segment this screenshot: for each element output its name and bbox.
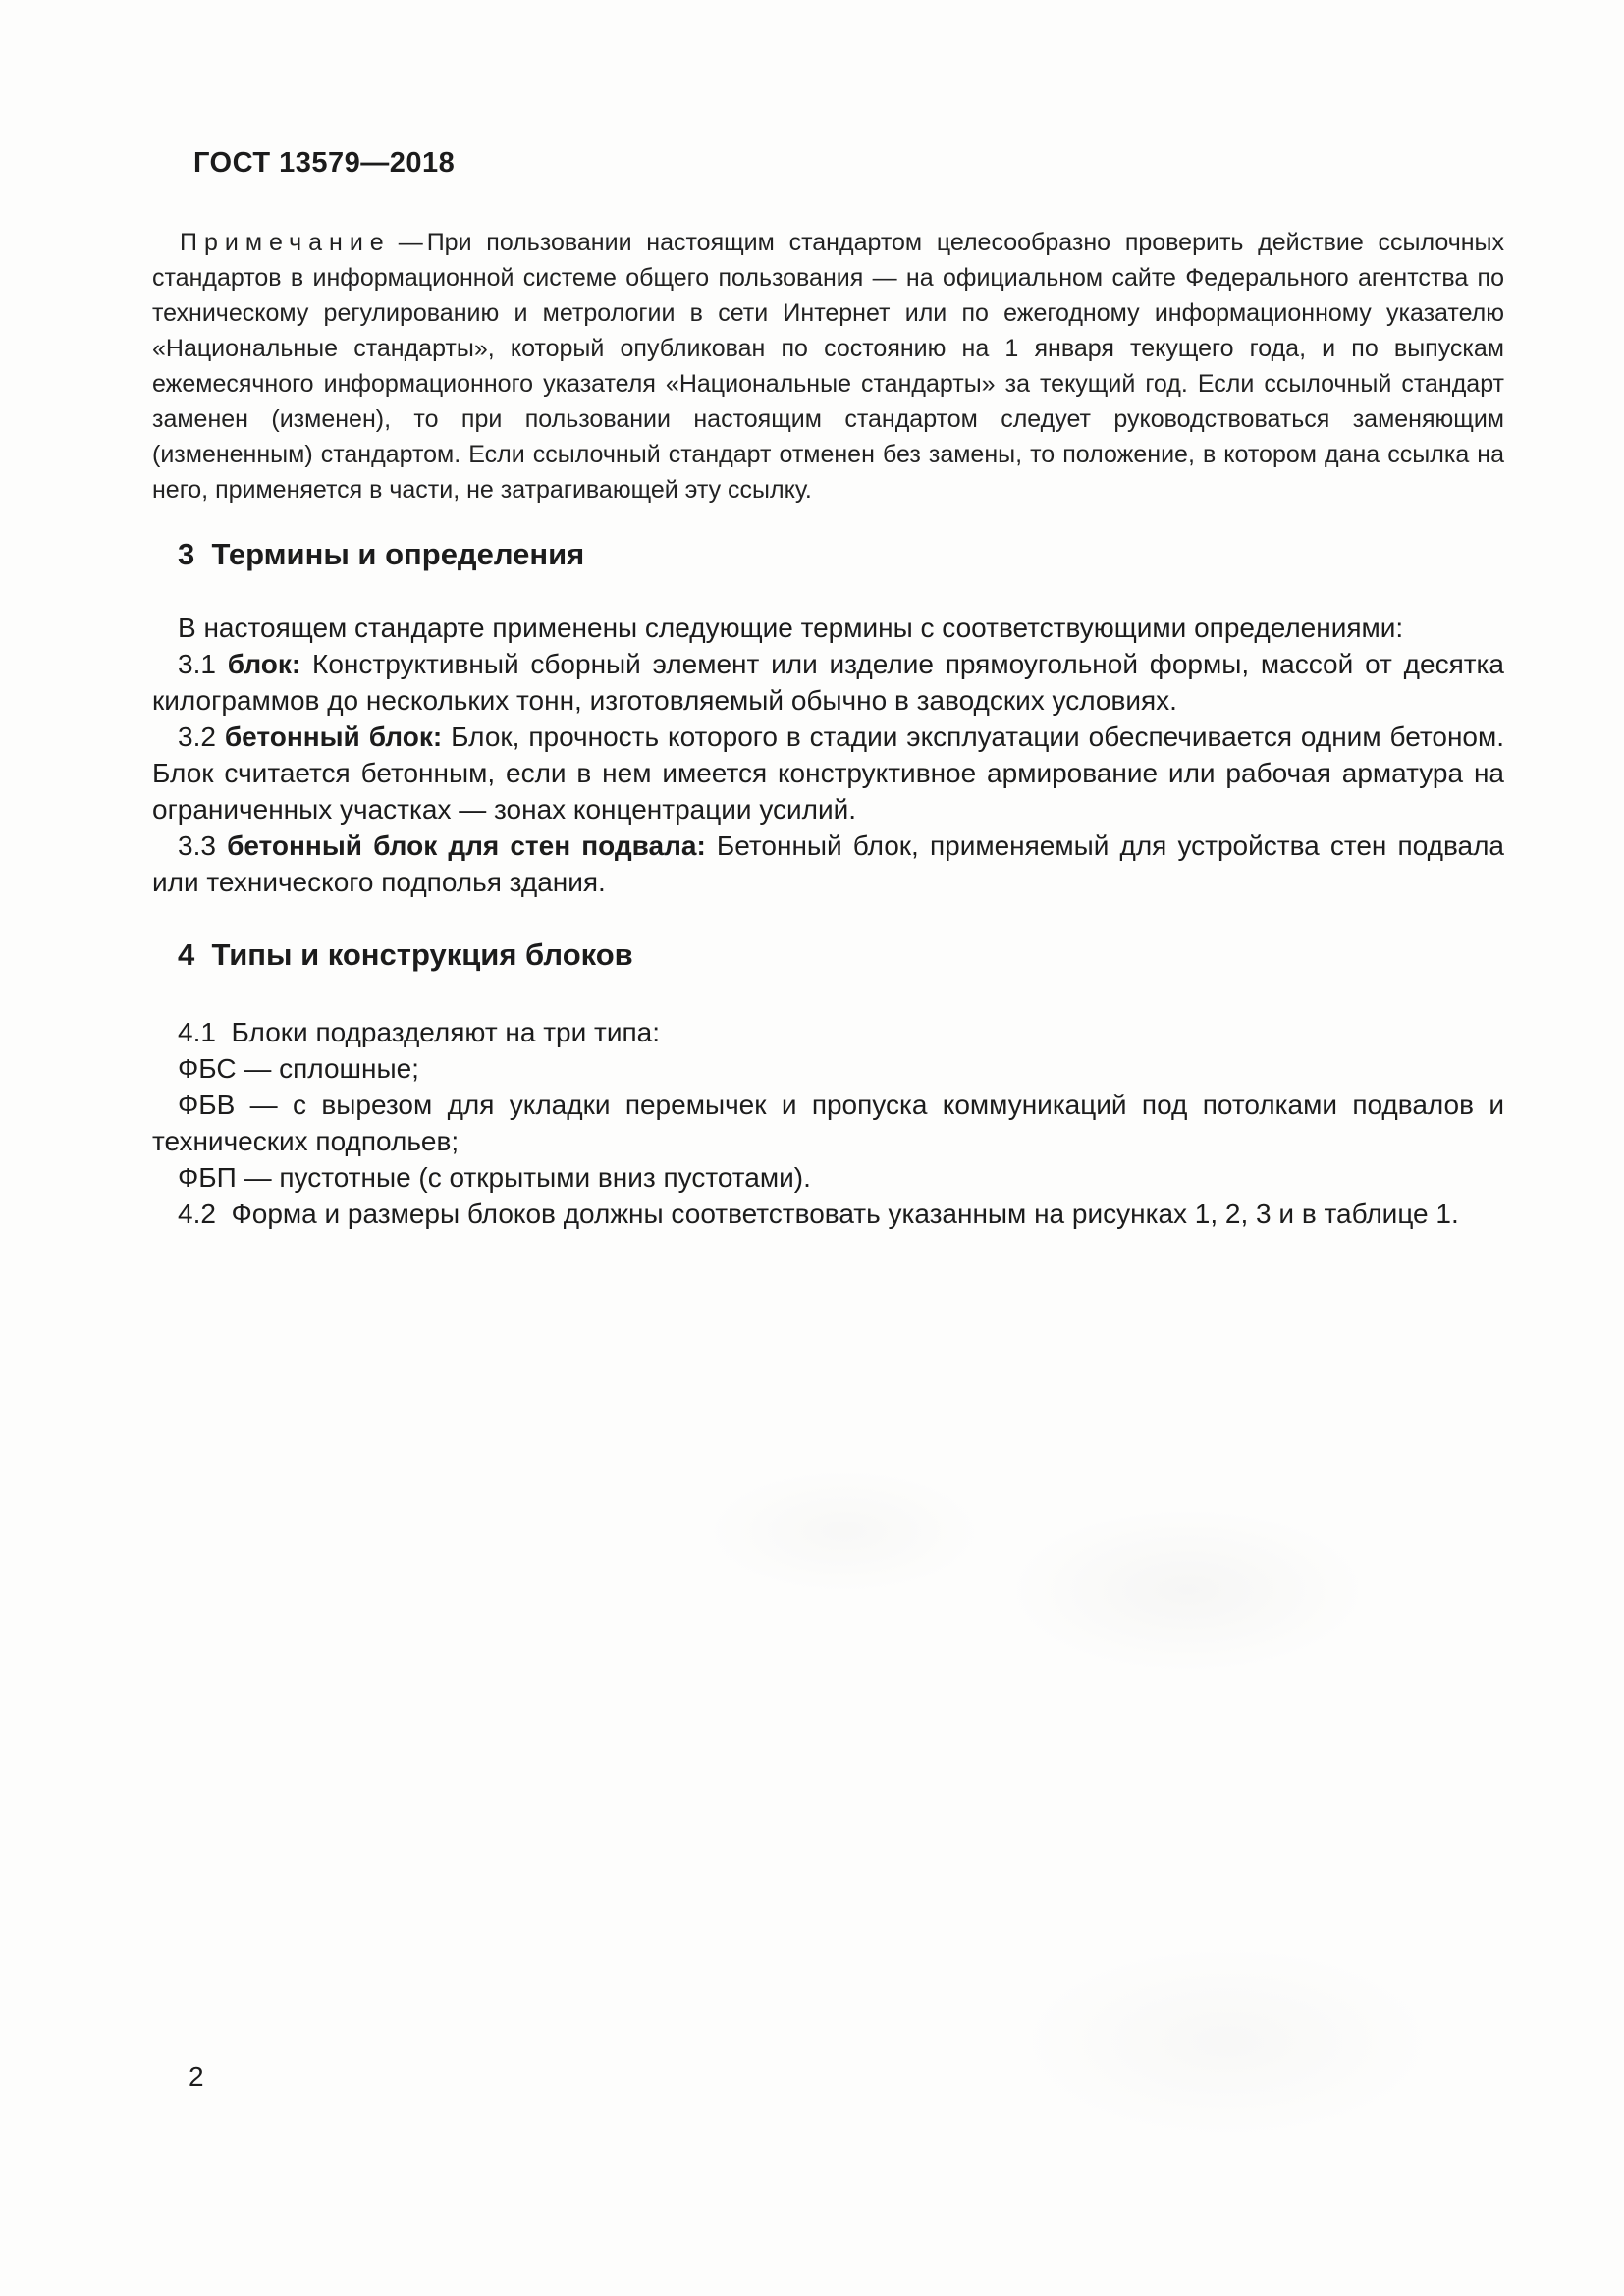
note-label: Примечание <box>180 229 391 256</box>
clause-4-1: 4.1 Блоки подразделяют на три типа: <box>178 1017 661 1047</box>
section-3-heading: 3 Термины и определения <box>178 537 585 571</box>
note-dash: — <box>398 229 423 256</box>
note-text: При пользовании настоящим стандартом целесообразно проверить действие ссылочных стандартов в информационной системе общего пользования — на официальном сайте Федерального агентства по техническому регулированию и метрологии в сети Интернет или по ежегодному информационному указателю «Национальные стандарты», который опубликован по состоянию на 1 января текущего года, и по выпускам ежемесячного информационного указателя «Национальные стандарты» за текущий год. Если ссылочный стандарт заменен (изменен), то при пользовании настоящим стандартом следует руководствоваться заменяющим (измененным) стандартом. Если ссылочный стандарт отменен без замены, то положение, в котором дана ссылка на него, применяется в части, не затрагивающей эту ссылку. <box>152 229 1504 504</box>
block-type-fbv: ФБВ — с вырезом для укладки перемычек и пропуска коммуникаций под потолками подвалов и технических подпольев; <box>152 1090 1512 1156</box>
block-type-fbp: ФБП — пустотные (с открытыми вниз пустотами). <box>178 1162 811 1193</box>
term-name: блок: <box>227 649 301 679</box>
page-number: 2 <box>189 2061 204 2092</box>
term-name: бетонный блок для стен подвала: <box>227 830 706 861</box>
running-header: ГОСТ 13579—2018 <box>193 147 456 179</box>
note-paragraph <box>152 225 1504 507</box>
term-number: 3.3 <box>178 830 216 861</box>
term-definition-text: Конструктивный сборный элемент или изделие прямоугольной формы, массой от десятка килограммов до нескольких тонн, изготовляемый обычно в заводских условиях. <box>152 649 1504 716</box>
section-3-intro: В настоящем стандарте применены следующие термины с соответствующими определениями: <box>178 613 1404 643</box>
term-definition-3-2 <box>152 719 1504 828</box>
term-number: 3.2 <box>178 721 216 752</box>
term-number: 3.1 <box>178 649 216 679</box>
term-definition-text: Бетонный блок, применяемый для устройства стен подвала или технического подполья здания. <box>152 830 1504 897</box>
term-definition-3-3 <box>152 828 1504 900</box>
section-4-heading: 4 Типы и конструкция блоков <box>178 937 633 972</box>
clause-4-2: 4.2 Форма и размеры блоков должны соответствовать указанным на рисунках 1, 2, 3 и в таблице 1. <box>178 1199 1459 1229</box>
block-type-fbs: ФБС — сплошные; <box>178 1053 419 1084</box>
term-definition-text: Блок, прочность которого в стадии эксплуатации обеспечивается одним бетоном. Блок считается бетонным, если в нем имеется конструктивное армирование или рабочая арматура на ограниченных участках — зонах концентрации усилий. <box>152 721 1505 825</box>
term-definition-3-1 <box>152 646 1504 719</box>
term-name: бетонный блок: <box>224 721 443 752</box>
